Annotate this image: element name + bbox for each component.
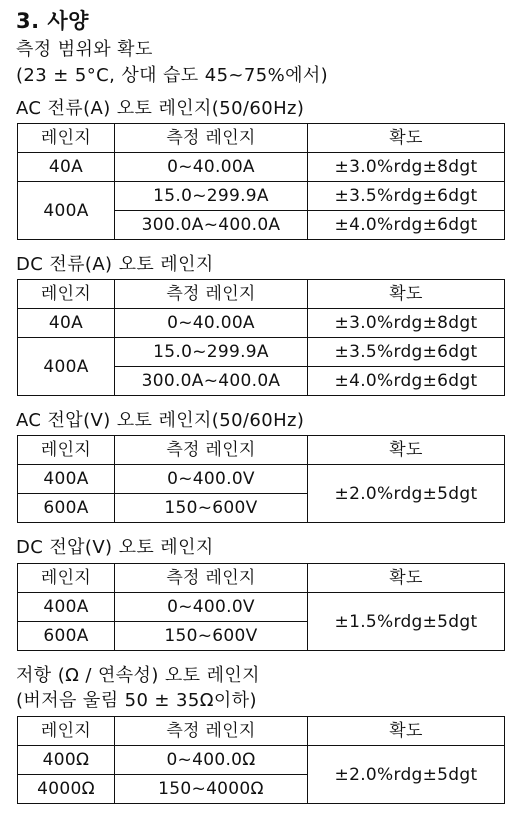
- range-cell: 400A: [18, 182, 115, 240]
- dc-current-table: [17, 279, 505, 396]
- header-measure-range: 측정 레인지: [115, 280, 308, 309]
- range-cell: 4000Ω: [18, 775, 115, 804]
- accuracy-cell: ±4.0%rdg±6dgt: [308, 367, 505, 396]
- measure-cell: 150~4000Ω: [115, 775, 308, 804]
- accuracy-cell: ±2.0%rdg±5dgt: [308, 465, 505, 523]
- accuracy-cell: ±4.0%rdg±6dgt: [308, 211, 505, 240]
- measure-cell: 0~400.0Ω: [115, 746, 308, 775]
- measure-cell: 150~600V: [115, 494, 308, 523]
- section-title: 3. 사양: [16, 9, 89, 33]
- header-accuracy: 확도: [308, 717, 505, 746]
- resistance-note: (버저음 울림 50 ± 35Ω이하): [16, 690, 257, 711]
- range-cell: 400A: [18, 465, 115, 494]
- ac-current-heading: AC 전류(A) 오토 레인지(50/60Hz): [16, 98, 305, 119]
- dc-voltage-table: [17, 563, 505, 651]
- header-range: 레인지: [18, 436, 115, 465]
- header-accuracy: 확도: [308, 124, 505, 153]
- header-range: 레인지: [18, 280, 115, 309]
- table-row: [18, 593, 505, 622]
- table-row: [18, 338, 505, 367]
- dc-voltage-heading: DC 전압(V) 오토 레인지: [16, 537, 214, 558]
- accuracy-cell: ±3.0%rdg±8dgt: [308, 309, 505, 338]
- measure-cell: 0~400.0V: [115, 465, 308, 494]
- test-conditions: (23 ± 5°C, 상대 습도 45~75%에서): [16, 65, 329, 86]
- range-cell: 40A: [18, 153, 115, 182]
- measure-cell: 300.0A~400.0A: [115, 367, 308, 396]
- range-cell: 600A: [18, 622, 115, 651]
- accuracy-cell: ±1.5%rdg±5dgt: [308, 593, 505, 651]
- measure-cell: 0~400.0V: [115, 593, 308, 622]
- header-accuracy: 확도: [308, 280, 505, 309]
- table-header-row: [18, 280, 505, 309]
- measure-cell: 0~40.00A: [115, 309, 308, 338]
- table-header-row: [18, 717, 505, 746]
- measure-cell: 0~40.00A: [115, 153, 308, 182]
- accuracy-cell: ±2.0%rdg±5dgt: [308, 746, 505, 804]
- header-measure-range: 측정 레인지: [115, 124, 308, 153]
- range-cell: 400A: [18, 338, 115, 396]
- accuracy-cell: ±3.0%rdg±8dgt: [308, 153, 505, 182]
- header-measure-range: 측정 레인지: [115, 436, 308, 465]
- table-header-row: [18, 564, 505, 593]
- dc-current-heading: DC 전류(A) 오토 레인지: [16, 254, 214, 275]
- table-row: [18, 465, 505, 494]
- measure-cell: 150~600V: [115, 622, 308, 651]
- header-accuracy: 확도: [308, 564, 505, 593]
- measure-cell: 15.0~299.9A: [115, 338, 308, 367]
- table-header-row: [18, 124, 505, 153]
- header-measure-range: 측정 레인지: [115, 564, 308, 593]
- table-row: [18, 309, 505, 338]
- resistance-table: [17, 716, 505, 804]
- table-row: [18, 153, 505, 182]
- measure-cell: 300.0A~400.0A: [115, 211, 308, 240]
- range-cell: 400Ω: [18, 746, 115, 775]
- range-cell: 400A: [18, 593, 115, 622]
- table-row: [18, 746, 505, 775]
- range-cell: 40A: [18, 309, 115, 338]
- header-range: 레인지: [18, 564, 115, 593]
- table-row: [18, 182, 505, 211]
- header-range: 레인지: [18, 124, 115, 153]
- range-cell: 600A: [18, 494, 115, 523]
- ac-voltage-table: [17, 435, 505, 523]
- header-measure-range: 측정 레인지: [115, 717, 308, 746]
- ac-voltage-heading: AC 전압(V) 오토 레인지(50/60Hz): [16, 410, 305, 431]
- accuracy-cell: ±3.5%rdg±6dgt: [308, 338, 505, 367]
- section-subtitle: 측정 범위와 확도: [16, 39, 153, 60]
- resistance-heading: 저항 (Ω / 연속성) 오토 레인지: [16, 665, 260, 686]
- accuracy-cell: ±3.5%rdg±6dgt: [308, 182, 505, 211]
- header-accuracy: 확도: [308, 436, 505, 465]
- header-range: 레인지: [18, 717, 115, 746]
- ac-current-table: [17, 123, 505, 240]
- table-header-row: [18, 436, 505, 465]
- measure-cell: 15.0~299.9A: [115, 182, 308, 211]
